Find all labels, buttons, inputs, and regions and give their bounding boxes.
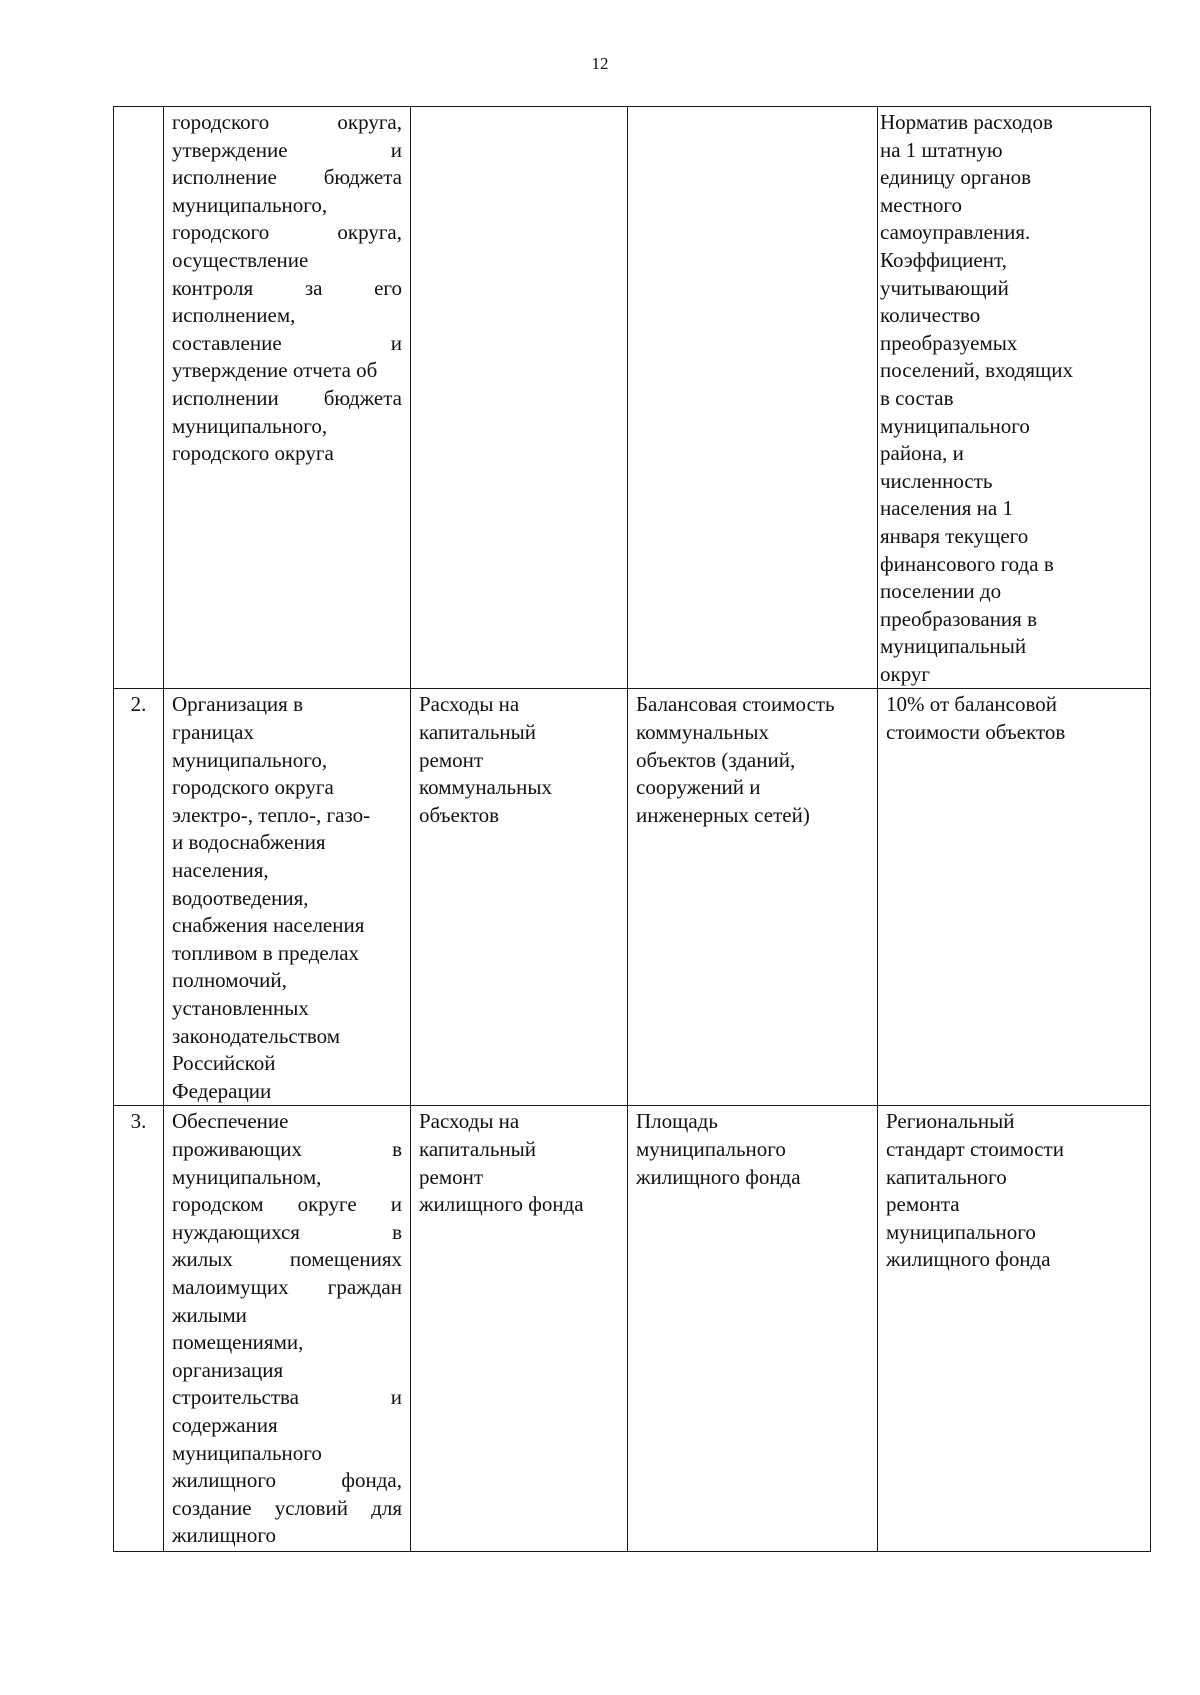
text-line: капитальный xyxy=(419,720,536,745)
text-line: водоотведения, xyxy=(172,885,309,910)
indicator-cell xyxy=(628,107,878,689)
text-line: муниципального, xyxy=(172,413,328,438)
text-line: поселений, входящих xyxy=(880,358,1073,383)
text-line: топливом в пределах xyxy=(172,940,360,965)
text-line: Балансовая стоимость xyxy=(636,692,835,717)
text-line: населения на 1 xyxy=(880,496,1013,521)
text-line: городского округа xyxy=(172,441,334,466)
expense-type-cell xyxy=(411,1106,628,1552)
text-line: муниципального, xyxy=(172,747,328,772)
text-line: на 1 штатную xyxy=(880,137,1003,162)
text-line: нуждающихся в xyxy=(172,1219,402,1244)
text-line: организация xyxy=(172,1357,284,1382)
text-line: строительства и xyxy=(172,1385,402,1410)
text-line: городском округе и xyxy=(172,1192,402,1217)
text-line: составление и xyxy=(172,330,402,355)
text-line: Коэффициент, xyxy=(880,247,1007,272)
text-line: количество xyxy=(880,303,981,328)
text-line: жилищного фонда xyxy=(636,1164,801,1189)
text-line: коммунальных xyxy=(636,720,769,745)
text-line: самоуправления. xyxy=(880,220,1031,245)
text-line: 10% от балансовой xyxy=(886,692,1057,717)
row-number: 3. xyxy=(114,1106,164,1552)
text-line: исполнение бюджета xyxy=(172,165,402,190)
norm-cell xyxy=(878,107,1151,689)
table-row xyxy=(114,689,1151,1106)
norm-cell xyxy=(878,689,1151,1106)
table-row xyxy=(114,107,1151,689)
text-line: муниципального xyxy=(880,413,1030,438)
text-line: Обеспечение xyxy=(172,1109,289,1134)
row-number: 2. xyxy=(114,689,164,1106)
text-line: стандарт стоимости xyxy=(886,1137,1064,1162)
text-line: утверждение отчета об xyxy=(172,358,378,383)
text-line: Расходы на xyxy=(419,1109,520,1134)
authority-cell xyxy=(164,689,411,1106)
text-line: преобразуемых xyxy=(880,330,1018,355)
text-line: электро-, тепло-, газо- xyxy=(172,802,371,827)
text-line: проживающих в xyxy=(172,1137,402,1162)
text-line: коммунальных xyxy=(419,775,552,800)
text-line: стоимости объектов xyxy=(886,720,1066,745)
text-line: финансового года в xyxy=(880,551,1054,576)
authority-cell xyxy=(164,107,411,689)
text-line: в состав xyxy=(880,385,954,410)
text-line: преобразования в xyxy=(880,606,1037,631)
text-line: и водоснабжения xyxy=(172,830,326,855)
text-line: муниципального xyxy=(172,1440,322,1465)
text-line: жилищного xyxy=(172,1523,276,1548)
row-number xyxy=(114,107,164,689)
text-line: инженерных сетей) xyxy=(636,802,810,827)
text-line: населения, xyxy=(172,858,269,883)
text-line: Организация в xyxy=(172,692,303,717)
text-line: округ xyxy=(880,661,931,686)
text-line: осуществление xyxy=(172,247,309,272)
text-line: капитальный xyxy=(419,1137,536,1162)
text-line: объектов xyxy=(419,802,500,827)
text-line: муниципального xyxy=(886,1219,1036,1244)
text-line: Российской xyxy=(172,1051,276,1076)
text-line: муниципального xyxy=(636,1137,786,1162)
text-line: исполнением, xyxy=(172,303,296,328)
text-line: законодательством xyxy=(172,1023,341,1048)
text-line: городского округа xyxy=(172,775,334,800)
authority-cell xyxy=(164,1106,411,1552)
text-line: капитального xyxy=(886,1164,1007,1189)
text-line: района, и xyxy=(880,441,964,466)
text-line: единицу органов xyxy=(880,165,1032,190)
norms-table xyxy=(113,106,1151,1552)
text-line: жилищного фонда xyxy=(886,1247,1051,1272)
text-line: помещениями, xyxy=(172,1330,304,1355)
text-line: полномочий, xyxy=(172,968,287,993)
text-line: жилищного фонда, xyxy=(172,1468,402,1493)
text-line: утверждение и xyxy=(172,137,402,162)
text-line: муниципальном, xyxy=(172,1164,322,1189)
text-line: января текущего xyxy=(880,523,1029,548)
text-line: Федерации xyxy=(172,1078,272,1103)
text-line: Площадь xyxy=(636,1109,718,1134)
text-line: Норматив расходов xyxy=(880,110,1053,134)
text-line: муниципального, xyxy=(172,192,328,217)
text-line: жилищного фонда xyxy=(419,1192,584,1217)
text-line: местного xyxy=(880,192,962,217)
text-line: численность xyxy=(880,468,993,493)
text-line: содержания xyxy=(172,1413,278,1437)
norm-cell xyxy=(878,1106,1151,1552)
text-line: муниципальный xyxy=(880,634,1027,659)
expense-type-cell xyxy=(411,107,628,689)
text-line: малоимущих граждан xyxy=(172,1275,402,1300)
text-line: жилых помещениях xyxy=(172,1247,402,1272)
expense-type-cell xyxy=(411,689,628,1106)
text-line: объектов (зданий, xyxy=(636,747,796,772)
text-line: сооружений и xyxy=(636,775,761,800)
text-line: ремонт xyxy=(419,747,484,772)
indicator-cell xyxy=(628,689,878,1106)
text-line: ремонта xyxy=(886,1192,960,1217)
text-line: Расходы на xyxy=(419,692,520,717)
text-line: ремонт xyxy=(419,1164,484,1189)
table-row xyxy=(114,1106,1151,1552)
indicator-cell xyxy=(628,1106,878,1552)
text-line: Региональный xyxy=(886,1109,1015,1134)
text-line: городского округа, xyxy=(172,220,402,245)
text-line: городского округа, xyxy=(172,110,402,134)
text-line: снабжения населения xyxy=(172,913,365,938)
text-line: учитывающий xyxy=(880,275,1009,300)
text-line: поселении до xyxy=(880,579,1002,604)
text-line: жилыми xyxy=(172,1302,247,1327)
text-line: границах xyxy=(172,720,254,745)
text-line: создание условий для xyxy=(172,1495,402,1520)
page-number: 12 xyxy=(591,54,609,73)
text-line: контроля за его xyxy=(172,275,402,300)
text-line: установленных xyxy=(172,996,309,1020)
text-line: исполнении бюджета xyxy=(172,385,402,410)
